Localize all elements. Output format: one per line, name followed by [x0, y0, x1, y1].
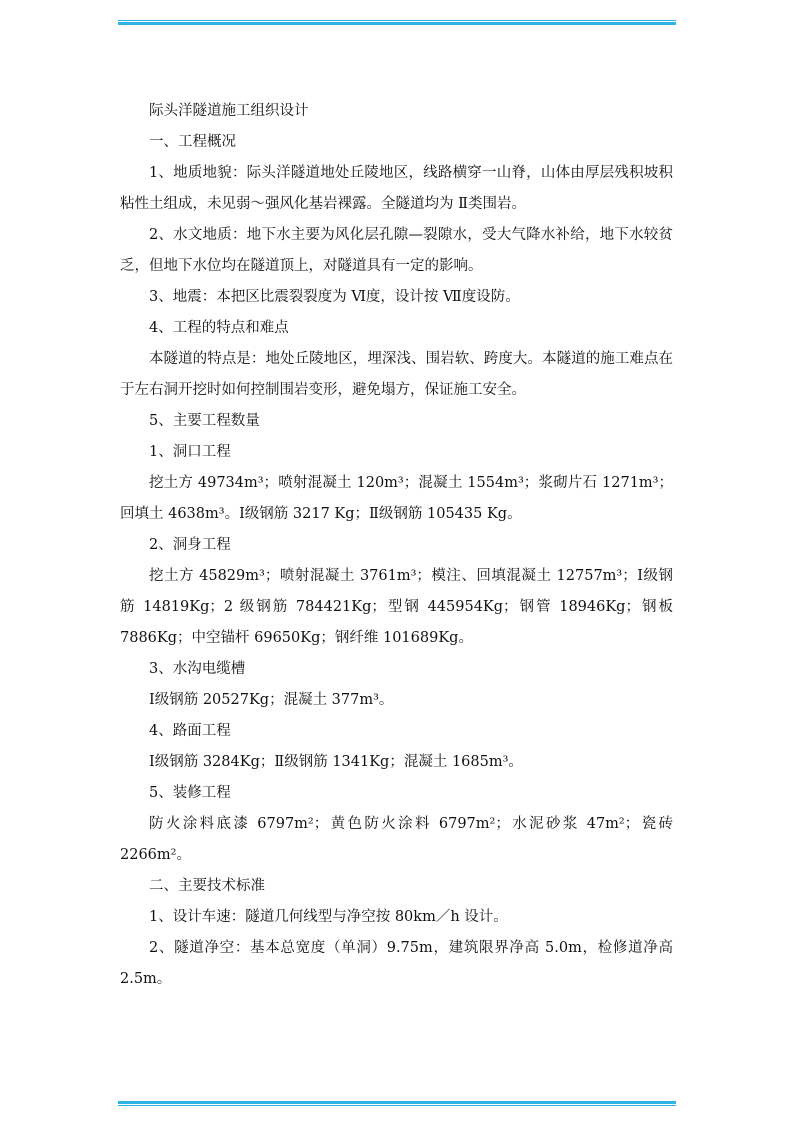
paragraph-decoration: 防火涂料底漆 6797m²；黄色防火涂料 6797m²；水泥砂浆 47m²；瓷砖 2266m²。: [120, 816, 673, 863]
header-rule: [118, 20, 676, 25]
paragraph-clearance: 2、隧道净空：基本总宽度（单洞）9.75m，建筑限界净高 5.0m，检修道净高 2.5m。: [120, 940, 673, 987]
paragraph-portal-works: 挖土方 49734m³；喷射混凝土 120m³；混凝土 1554m³；浆砌片石 1271m³；回填土 4638m³。Ⅰ级钢筋 3217 Kg；Ⅱ级钢筋 105435 Kg。: [120, 475, 673, 522]
paragraph-hydrology: 2、水文地质：地下水主要为风化层孔隙—裂隙水，受大气降水补给，地下水较贫乏，但地下水位均在隧道顶上，对隧道具有一定的影响。: [120, 227, 673, 274]
paragraph-design-speed: 1、设计车速：隧道几何线型与净空按 80km／h 设计。: [149, 909, 508, 925]
section-heading-overview: 一、工程概况: [149, 134, 236, 150]
paragraph-features: 本隧道的特点是：地处丘陵地区，埋深浅、围岩软、跨度大。本隧道的施工难点在于左右洞开挖时如何控制围岩变形，避免塌方，保证施工安全。: [120, 351, 673, 398]
subheading-cable-trough: 3、水沟电缆槽: [149, 661, 246, 677]
paragraph-earthquake: 3、地震：本把区比震裂裂度为 Ⅵ度，设计按 Ⅶ度设防。: [149, 289, 520, 305]
subheading-decoration: 5、装修工程: [149, 785, 231, 801]
subheading-pavement: 4、路面工程: [149, 723, 231, 739]
subheading-quantities: 5、主要工程数量: [149, 413, 260, 429]
section-heading-standards: 二、主要技术标准: [149, 878, 265, 894]
paragraph-geology: 1、地质地貌：际头洋隧道地处丘陵地区，线路横穿一山脊，山体由厚层残积坡积粘性土组成，未见弱～强风化基岩裸露。全隧道均为 Ⅱ类围岩。: [120, 165, 673, 212]
paragraph-tunnel-body: 挖土方 45829m³；喷射混凝土 3761m³；模注、回填混凝土 12757m³；Ⅰ级钢筋 14819Kg；2 级钢筋 784421Kg；型钢 445954Kg；钢管 18946Kg；钢板 7886Kg；中空锚杆 69650Kg；钢纤维 101689Kg。: [120, 568, 673, 646]
document-body: [120, 96, 673, 995]
subheading-features: 4、工程的特点和难点: [149, 320, 289, 336]
footer-rule: [118, 1101, 676, 1106]
paragraph-cable-trough: Ⅰ级钢筋 20527Kg；混凝土 377m³。: [149, 692, 394, 708]
subheading-tunnel-body: 2、洞身工程: [149, 537, 231, 553]
subheading-portal-works: 1、洞口工程: [149, 444, 231, 460]
paragraph-pavement: Ⅰ级钢筋 3284Kg；Ⅱ级钢筋 1341Kg；混凝土 1685m³。: [149, 754, 523, 770]
document-title: 际头洋隧道施工组织设计: [149, 103, 309, 119]
